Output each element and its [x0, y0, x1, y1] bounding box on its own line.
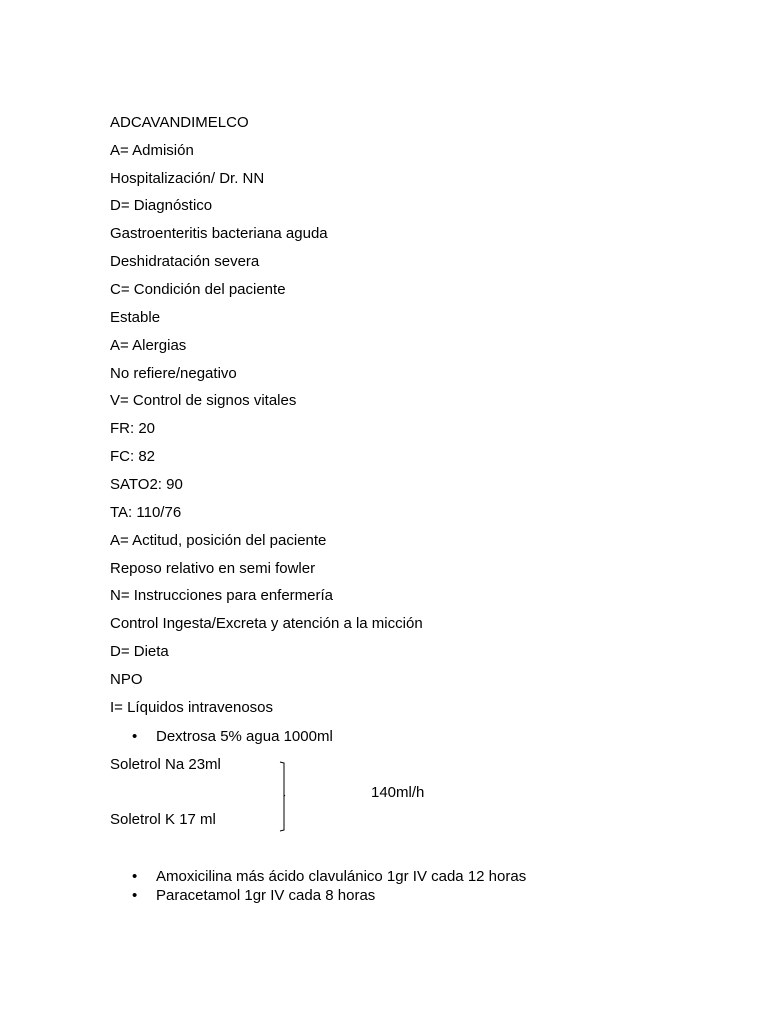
medication-text: Amoxicilina más ácido clavulánico 1gr IV cada 12 horas — [156, 868, 527, 885]
vital-fc: FC: 82 — [110, 448, 156, 465]
section-iv-fluids: I= Líquidos intravenosos — [110, 699, 274, 716]
admission-detail: Hospitalización/ Dr. NN — [110, 170, 265, 187]
section-nursing: N= Instrucciones para enfermería — [110, 587, 334, 604]
section-diet: D= Dieta — [110, 643, 169, 660]
section-vitals: V= Control de signos vitales — [110, 392, 297, 409]
bullet-dot: • — [132, 887, 138, 904]
section-condition: C= Condición del paciente — [110, 281, 286, 298]
section-allergies: A= Alergias — [110, 337, 187, 354]
diet-value: NPO — [110, 671, 143, 688]
doc-title: ADCAVANDIMELCO — [110, 114, 249, 131]
bullet-dot: • — [132, 868, 138, 885]
section-admission: A= Admisión — [110, 142, 194, 159]
section-attitude: A= Actitud, posición del paciente — [110, 532, 327, 549]
attitude-value: Reposo relativo en semi fowler — [110, 560, 316, 577]
bullet-dot: • — [132, 728, 138, 745]
allergies-value: No refiere/negativo — [110, 365, 237, 382]
bracket-icon — [278, 761, 290, 833]
medication-text: Paracetamol 1gr IV cada 8 horas — [156, 887, 376, 904]
condition-value: Estable — [110, 309, 161, 326]
vital-ta: TA: 110/76 — [110, 504, 182, 521]
soletrol-na: Soletrol Na 23ml — [110, 756, 221, 773]
vital-fr: FR: 20 — [110, 420, 156, 437]
soletrol-k: Soletrol K 17 ml — [110, 811, 216, 828]
diagnosis-2: Deshidratación severa — [110, 253, 260, 270]
nursing-value: Control Ingesta/Excreta y atención a la micción — [110, 615, 423, 632]
diagnosis-1: Gastroenteritis bacteriana aguda — [110, 225, 328, 242]
infusion-rate: 140ml/h — [371, 784, 425, 801]
iv-fluid-text: Dextrosa 5% agua 1000ml — [156, 728, 333, 745]
section-diagnosis: D= Diagnóstico — [110, 197, 213, 214]
vital-sato2: SATO2: 90 — [110, 476, 183, 493]
